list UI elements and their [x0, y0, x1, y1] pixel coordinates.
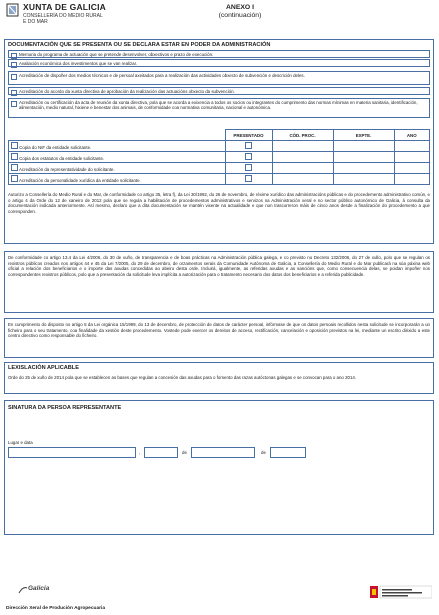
galicia-logo: Galicia [28, 585, 50, 592]
row-label: Copia dos estatutos da entidade solicitante. [9, 152, 226, 163]
checkbox-icon[interactable] [11, 62, 17, 68]
logo-subtitle: CONSELLERÍA DO MEDIO RURAL E DO MAR [23, 13, 103, 25]
checkbox-icon[interactable] [11, 90, 17, 96]
publicity-text: De conformidade co artigo 13.4 da Lei 4/2006, do 30 de xuño, de transparencia e de boas prácticas na Administración pública galega, e co previsto no Decreto 132/2006, do 27 de xullo, polo que se regulan os rexistros públicos creados nos artigos 44 e 45 da Lei 7/2005, do 29 de decembro, de orzamentos xerais da Comunidade Autónoma de Galicia, a Consellería do Medio Rural e do Mar publicará na súa páxina web oficial a relación dos beneficiarios e o importe das axudas concedidas ao abeiro desta orde. Incluirá, igualmente, as referidas axudas e as sancións que, como consecuencia delas, se poidan impoñer nos correspondentes rexistros públicos, polo que a presentación da solicitude leva implícita a autorización para o tratamento necesario dos datos dos beneficiarios e a referida publicidade. [8, 255, 430, 277]
expte-field[interactable] [333, 152, 394, 163]
legislation-text: Orde do 25 de xuño de 2014 pola que se establecen as bases que regulan a concesión das axudas para o fomento das razas autóctonas galegas e se convocan para o ano 2014. [8, 375, 357, 380]
col-expte: EXPTE. [333, 130, 394, 141]
annex-title: ANEXO I [226, 4, 254, 11]
place-field[interactable] [8, 447, 136, 458]
xunta-logo-icon [6, 3, 19, 17]
data-protection-section [4, 318, 434, 358]
data-protection-text: En cumprimento do disposto no artigo 5 da Lei orgánica 15/1999, do 13 de decembro, de protección de datos de carácter persoal, infórmase de que os datos persoais recollidos nesta solicitude se incorporarán a un ficheiro para o seu tratamento, coa finalidade da xestión deste procedemento. Vostede pode exercer os dereitos de acceso, rectificación, cancelación e oposición previstos na lei, mediante un escrito dirixido a este centro directivo como responsable do ficheiro. [8, 322, 430, 338]
authorization-text: Autorizo a Consellería do Medio Rural e do Mar, de conformidade co artigo 35, letra f), da Lei 30/1992, do 26 de novembro, de réxime xurídico das administracións públicas e do procedemento administrativo común, e o artigo 4 da Orde do 12 de xaneiro de 2012 pola que se regula a habilitación de procedementos administrativos e servizos na Administración xeral e no sector público autonómico de Galicia, á consulta da documentación indicada anteriormente. Así mesmo, declaro que a dita documentación se mantén vixente na actualidade e que non trascorreron máis de cinco anos desde a finalización do procedemento a que corresponden. [8, 192, 430, 214]
documents-table [8, 129, 430, 185]
presentado-checkbox[interactable] [245, 142, 252, 149]
row-label: Acreditación da personalidade xurídica da entidade solicitante. [9, 174, 226, 185]
de-label-1: de [182, 450, 187, 455]
table-row [9, 174, 430, 185]
presentado-checkbox[interactable] [245, 175, 252, 182]
logo-title: XUNTA DE GALICIA [23, 2, 107, 12]
checkbox-icon[interactable] [11, 175, 18, 182]
checkbox-icon[interactable] [11, 164, 18, 171]
doc-item-memoria[interactable]: Memoria do programa de actuación que se pretende desenvolver, obxectivos e prazo de execución. [8, 50, 430, 58]
annex-subtitle: (continuación) [218, 12, 262, 19]
annex-heading [200, 4, 280, 20]
col-ano: ANO [394, 130, 430, 141]
row-label: Copia do NIF da entidade solicitante. [9, 141, 226, 152]
col-cod-proc: CÓD. PROC. [272, 130, 333, 141]
row-label: Acreditación da representatividade do solicitante. [9, 163, 226, 174]
doc-item-medios[interactable]: Acreditación de dispoñer dos medios técnicos e de persoal axeitados para a realización das actividades obxecto de subvención e descrición deles. [8, 71, 430, 85]
checkbox-icon[interactable] [11, 142, 18, 149]
presentado-checkbox[interactable] [245, 153, 252, 160]
expte-field[interactable] [333, 141, 394, 152]
doc-item-acordo[interactable]: Acreditación do acordo da xunta directiva de aprobación da realización das actuacións obxecto da subvención. [8, 87, 430, 95]
checkbox-icon[interactable] [11, 153, 18, 160]
directorate-name: Dirección Xeral de Produción Agropecuaria [6, 606, 105, 611]
month-field[interactable] [191, 447, 255, 458]
legislation-section [4, 362, 434, 394]
documentation-title: DOCUMENTACIÓN QUE SE PRESENTA OU SE DECLARA ESTAR EN PODER DA ADMINISTRACIÓN [8, 42, 271, 48]
ano-field[interactable] [394, 163, 430, 174]
expte-field[interactable] [333, 174, 394, 185]
signature-title: SINATURA DA PERSOA REPRESENTANTE [8, 405, 122, 411]
day-field[interactable] [144, 447, 178, 458]
year-field[interactable] [270, 447, 306, 458]
galicia-swoosh-icon [18, 586, 28, 594]
table-row [9, 141, 430, 152]
ano-field[interactable] [394, 141, 430, 152]
doc-item-acta[interactable]: Acreditación ou certificación da acta de reunión da xunta directiva, pola que se acorda a exixencia a todos os socios ou integrantes do cumprimento das normas mínimas en materia sanitaria, identificación, alimentación, medio natural, hixiene e benestar dos animais, de conformidade coa normativa comunitaria, nacional e autonómica. [8, 98, 430, 118]
cod-proc-field[interactable] [272, 152, 333, 163]
checkbox-icon[interactable] [11, 101, 17, 107]
cod-proc-field[interactable] [272, 174, 333, 185]
signature-section [4, 400, 434, 535]
documentation-section [4, 39, 434, 244]
cod-proc-field[interactable] [272, 163, 333, 174]
table-row [9, 163, 430, 174]
comma-separator: , [139, 450, 141, 455]
de-label-2: de [261, 450, 266, 455]
place-date-label: Lugar e data [8, 440, 33, 445]
col-presentado: PRESENTADO [225, 130, 272, 141]
expte-field[interactable] [333, 163, 394, 174]
table-row [9, 152, 430, 163]
checkbox-icon[interactable] [11, 74, 17, 80]
presentado-checkbox[interactable] [245, 164, 252, 171]
publicity-section [4, 251, 434, 313]
ano-field[interactable] [394, 174, 430, 185]
spain-government-logo-icon [370, 585, 432, 599]
legislation-title: LEXISLACIÓN APLICABLE [8, 365, 79, 371]
cod-proc-field[interactable] [272, 141, 333, 152]
ano-field[interactable] [394, 152, 430, 163]
doc-item-avaliacion[interactable]: Avaliación económica dos investimentos que se van realizar. [8, 59, 430, 67]
